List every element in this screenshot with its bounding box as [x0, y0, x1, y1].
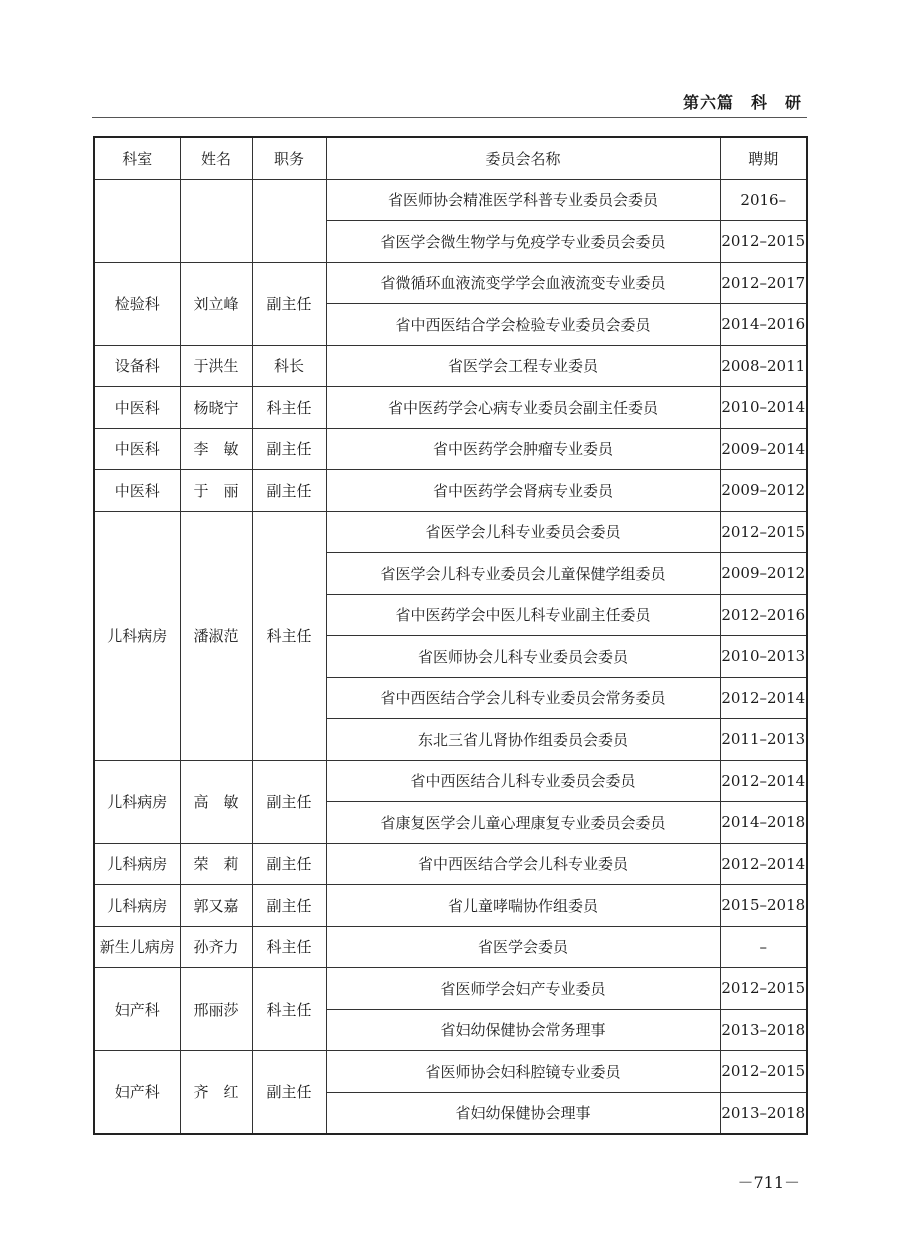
table-header-row [94, 137, 807, 179]
name-cell: 高 敏 [180, 760, 252, 843]
name-cell: 于 丽 [180, 470, 252, 512]
title-cell: 科长 [252, 345, 326, 387]
title-cell: 副主任 [252, 760, 326, 843]
dept-cell: 设备科 [94, 345, 180, 387]
table-row [94, 843, 807, 885]
term-cell: 2014–2018 [720, 802, 807, 844]
name-cell: 郭又嘉 [180, 885, 252, 927]
term-cell: 2010–2013 [720, 636, 807, 678]
term-cell: 2012–2016 [720, 594, 807, 636]
term-cell: 2016– [720, 179, 807, 221]
term-cell: 2014–2016 [720, 304, 807, 346]
term-cell: 2009–2012 [720, 470, 807, 512]
committee-cell: 省康复医学会儿童心理康复专业委员会委员 [326, 802, 720, 844]
header-rule [92, 117, 807, 118]
table-body [94, 179, 807, 1134]
name-cell: 于洪生 [180, 345, 252, 387]
dept-cell: 新生儿病房 [94, 926, 180, 968]
title-cell: 科主任 [252, 968, 326, 1051]
term-cell: 2015–2018 [720, 885, 807, 927]
term-cell: 2009–2014 [720, 428, 807, 470]
title-cell: 科主任 [252, 511, 326, 760]
title-cell: 副主任 [252, 428, 326, 470]
term-cell: 2013–2018 [720, 1009, 807, 1051]
dept-cell: 妇产科 [94, 968, 180, 1051]
term-cell: 2012–2017 [720, 262, 807, 304]
name-cell: 潘淑范 [180, 511, 252, 760]
title-cell: 科主任 [252, 387, 326, 429]
committee-cell: 省医学会儿科专业委员会委员 [326, 511, 720, 553]
header-name: 姓名 [180, 137, 252, 179]
committee-cell: 省医师协会精准医学科普专业委员会委员 [326, 179, 720, 221]
name-cell: 刘立峰 [180, 262, 252, 345]
title-cell: 副主任 [252, 885, 326, 927]
dept-cell: 中医科 [94, 387, 180, 429]
committee-cell: 省中医药学会心病专业委员会副主任委员 [326, 387, 720, 429]
page-number: －711－ [737, 1173, 800, 1192]
dept-cell: 妇产科 [94, 1051, 180, 1134]
header-dept: 科室 [94, 137, 180, 179]
name-cell: 荣 莉 [180, 843, 252, 885]
dept-cell: 检验科 [94, 262, 180, 345]
committee-cell: 东北三省儿肾协作组委员会委员 [326, 719, 720, 761]
name-cell: 李 敏 [180, 428, 252, 470]
table-row [94, 262, 807, 304]
name-cell [180, 179, 252, 262]
name-cell: 邢丽莎 [180, 968, 252, 1051]
dept-cell: 儿科病房 [94, 843, 180, 885]
dept-cell: 儿科病房 [94, 885, 180, 927]
term-cell: 2012–2014 [720, 843, 807, 885]
table-row [94, 387, 807, 429]
running-head: 第六篇 科 研 [682, 93, 802, 112]
table-row [94, 885, 807, 927]
committee-cell: 省中医药学会肾病专业委员 [326, 470, 720, 512]
title-cell: 科主任 [252, 926, 326, 968]
committee-cell: 省医师协会儿科专业委员会委员 [326, 636, 720, 678]
table-row [94, 179, 807, 221]
table-row [94, 345, 807, 387]
header-committee: 委员会名称 [326, 137, 720, 179]
committee-cell: 省中西医结合学会检验专业委员会委员 [326, 304, 720, 346]
title-cell: 副主任 [252, 262, 326, 345]
header-term: 聘期 [720, 137, 807, 179]
committee-cell: 省中西医结合学会儿科专业委员会常务委员 [326, 677, 720, 719]
term-cell: 2012–2015 [720, 968, 807, 1010]
committee-cell: 省中西医结合儿科专业委员会委员 [326, 760, 720, 802]
table-row [94, 511, 807, 553]
term-cell: 2012–2015 [720, 511, 807, 553]
title-cell: 副主任 [252, 843, 326, 885]
title-cell [252, 179, 326, 262]
table-row [94, 470, 807, 512]
committee-cell: 省医师学会妇产专业委员 [326, 968, 720, 1010]
title-cell: 副主任 [252, 1051, 326, 1134]
term-cell: 2012–2015 [720, 221, 807, 263]
term-cell: 2012–2014 [720, 677, 807, 719]
committee-cell: 省妇幼保健协会常务理事 [326, 1009, 720, 1051]
title-cell: 副主任 [252, 470, 326, 512]
name-cell: 杨晓宁 [180, 387, 252, 429]
committee-cell: 省医学会委员 [326, 926, 720, 968]
table-row [94, 968, 807, 1010]
committee-cell: 省医学会儿科专业委员会儿童保健学组委员 [326, 553, 720, 595]
table-row [94, 760, 807, 802]
committee-cell: 省中医药学会肿瘤专业委员 [326, 428, 720, 470]
committee-cell: 省医师协会妇科腔镜专业委员 [326, 1051, 720, 1093]
committee-cell: 省医学会工程专业委员 [326, 345, 720, 387]
term-cell: 2010–2014 [720, 387, 807, 429]
dept-cell: 儿科病房 [94, 760, 180, 843]
term-cell: 2012–2015 [720, 1051, 807, 1093]
dept-cell: 中医科 [94, 470, 180, 512]
dept-cell: 儿科病房 [94, 511, 180, 760]
term-cell: 2012–2014 [720, 760, 807, 802]
dept-cell: 中医科 [94, 428, 180, 470]
committee-cell: 省中西医结合学会儿科专业委员 [326, 843, 720, 885]
committee-cell: 省妇幼保健协会理事 [326, 1092, 720, 1134]
term-cell: 2009–2012 [720, 553, 807, 595]
name-cell: 齐 红 [180, 1051, 252, 1134]
table-row [94, 1051, 807, 1093]
committee-cell: 省医学会微生物学与免疫学专业委员会委员 [326, 221, 720, 263]
committee-table [93, 136, 808, 1135]
committee-cell: 省儿童哮喘协作组委员 [326, 885, 720, 927]
dept-cell [94, 179, 180, 262]
header-title: 职务 [252, 137, 326, 179]
committee-cell: 省中医药学会中医儿科专业副主任委员 [326, 594, 720, 636]
term-cell: – [720, 926, 807, 968]
table-row [94, 428, 807, 470]
term-cell: 2011–2013 [720, 719, 807, 761]
term-cell: 2008–2011 [720, 345, 807, 387]
term-cell: 2013–2018 [720, 1092, 807, 1134]
name-cell: 孙齐力 [180, 926, 252, 968]
committee-cell: 省微循环血液流变学学会血液流变专业委员 [326, 262, 720, 304]
table-row [94, 926, 807, 968]
